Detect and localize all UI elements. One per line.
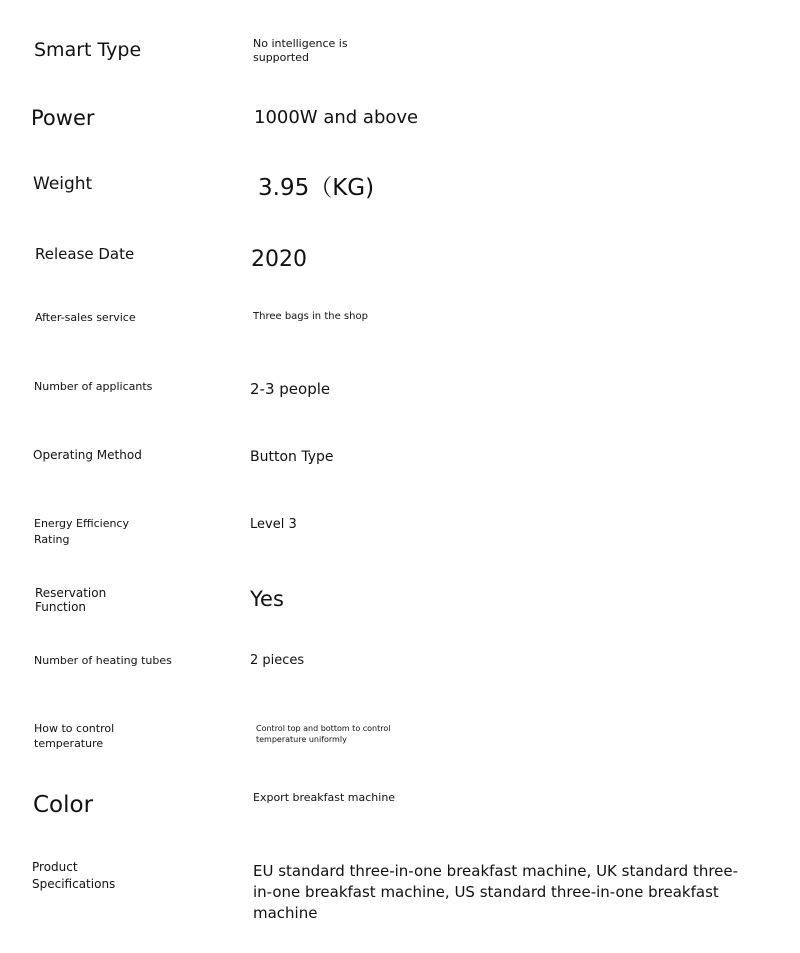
value-reservation-function: Yes <box>250 587 284 611</box>
label-product-specifications: Product Specifications <box>32 860 116 891</box>
value-smart-type: No intelligence is supported <box>253 37 348 64</box>
value-power: 1000W and above <box>254 107 419 128</box>
value-after-sales-service: Three bags in the shop <box>253 311 368 322</box>
value-how-to-control-temperature: Control top and bottom to control temperature uniformly <box>256 724 391 744</box>
label-color: Color <box>33 792 94 818</box>
value-operating-method: Button Type <box>250 449 334 465</box>
value-release-date: 2020 <box>251 247 307 272</box>
label-weight: Weight <box>33 174 93 194</box>
label-energy-efficiency-rating: Energy Efficiency Rating <box>34 517 129 546</box>
label-number-of-applicants: Number of applicants <box>34 380 153 393</box>
label-release-date: Release Date <box>35 245 135 263</box>
value-weight: 3.95（KG) <box>258 175 375 201</box>
value-number-of-applicants: 2-3 people <box>250 380 331 398</box>
label-after-sales-service: After-sales service <box>35 311 136 324</box>
label-operating-method: Operating Method <box>33 448 142 462</box>
label-power: Power <box>31 106 95 130</box>
label-how-to-control-temperature: How to control temperature <box>34 722 115 750</box>
value-number-of-heating-tubes: 2 pieces <box>250 653 305 668</box>
value-color: Export breakfast machine <box>253 791 396 804</box>
label-smart-type: Smart Type <box>34 39 142 61</box>
value-product-specifications: EU standard three-in-one breakfast machine, UK standard three-in-one breakfast machine, US standard three-in-one breakfast machine <box>253 862 739 922</box>
value-energy-efficiency-rating: Level 3 <box>250 517 297 532</box>
label-reservation-function: Reservation Function <box>35 586 107 614</box>
label-number-of-heating-tubes: Number of heating tubes <box>34 654 172 667</box>
